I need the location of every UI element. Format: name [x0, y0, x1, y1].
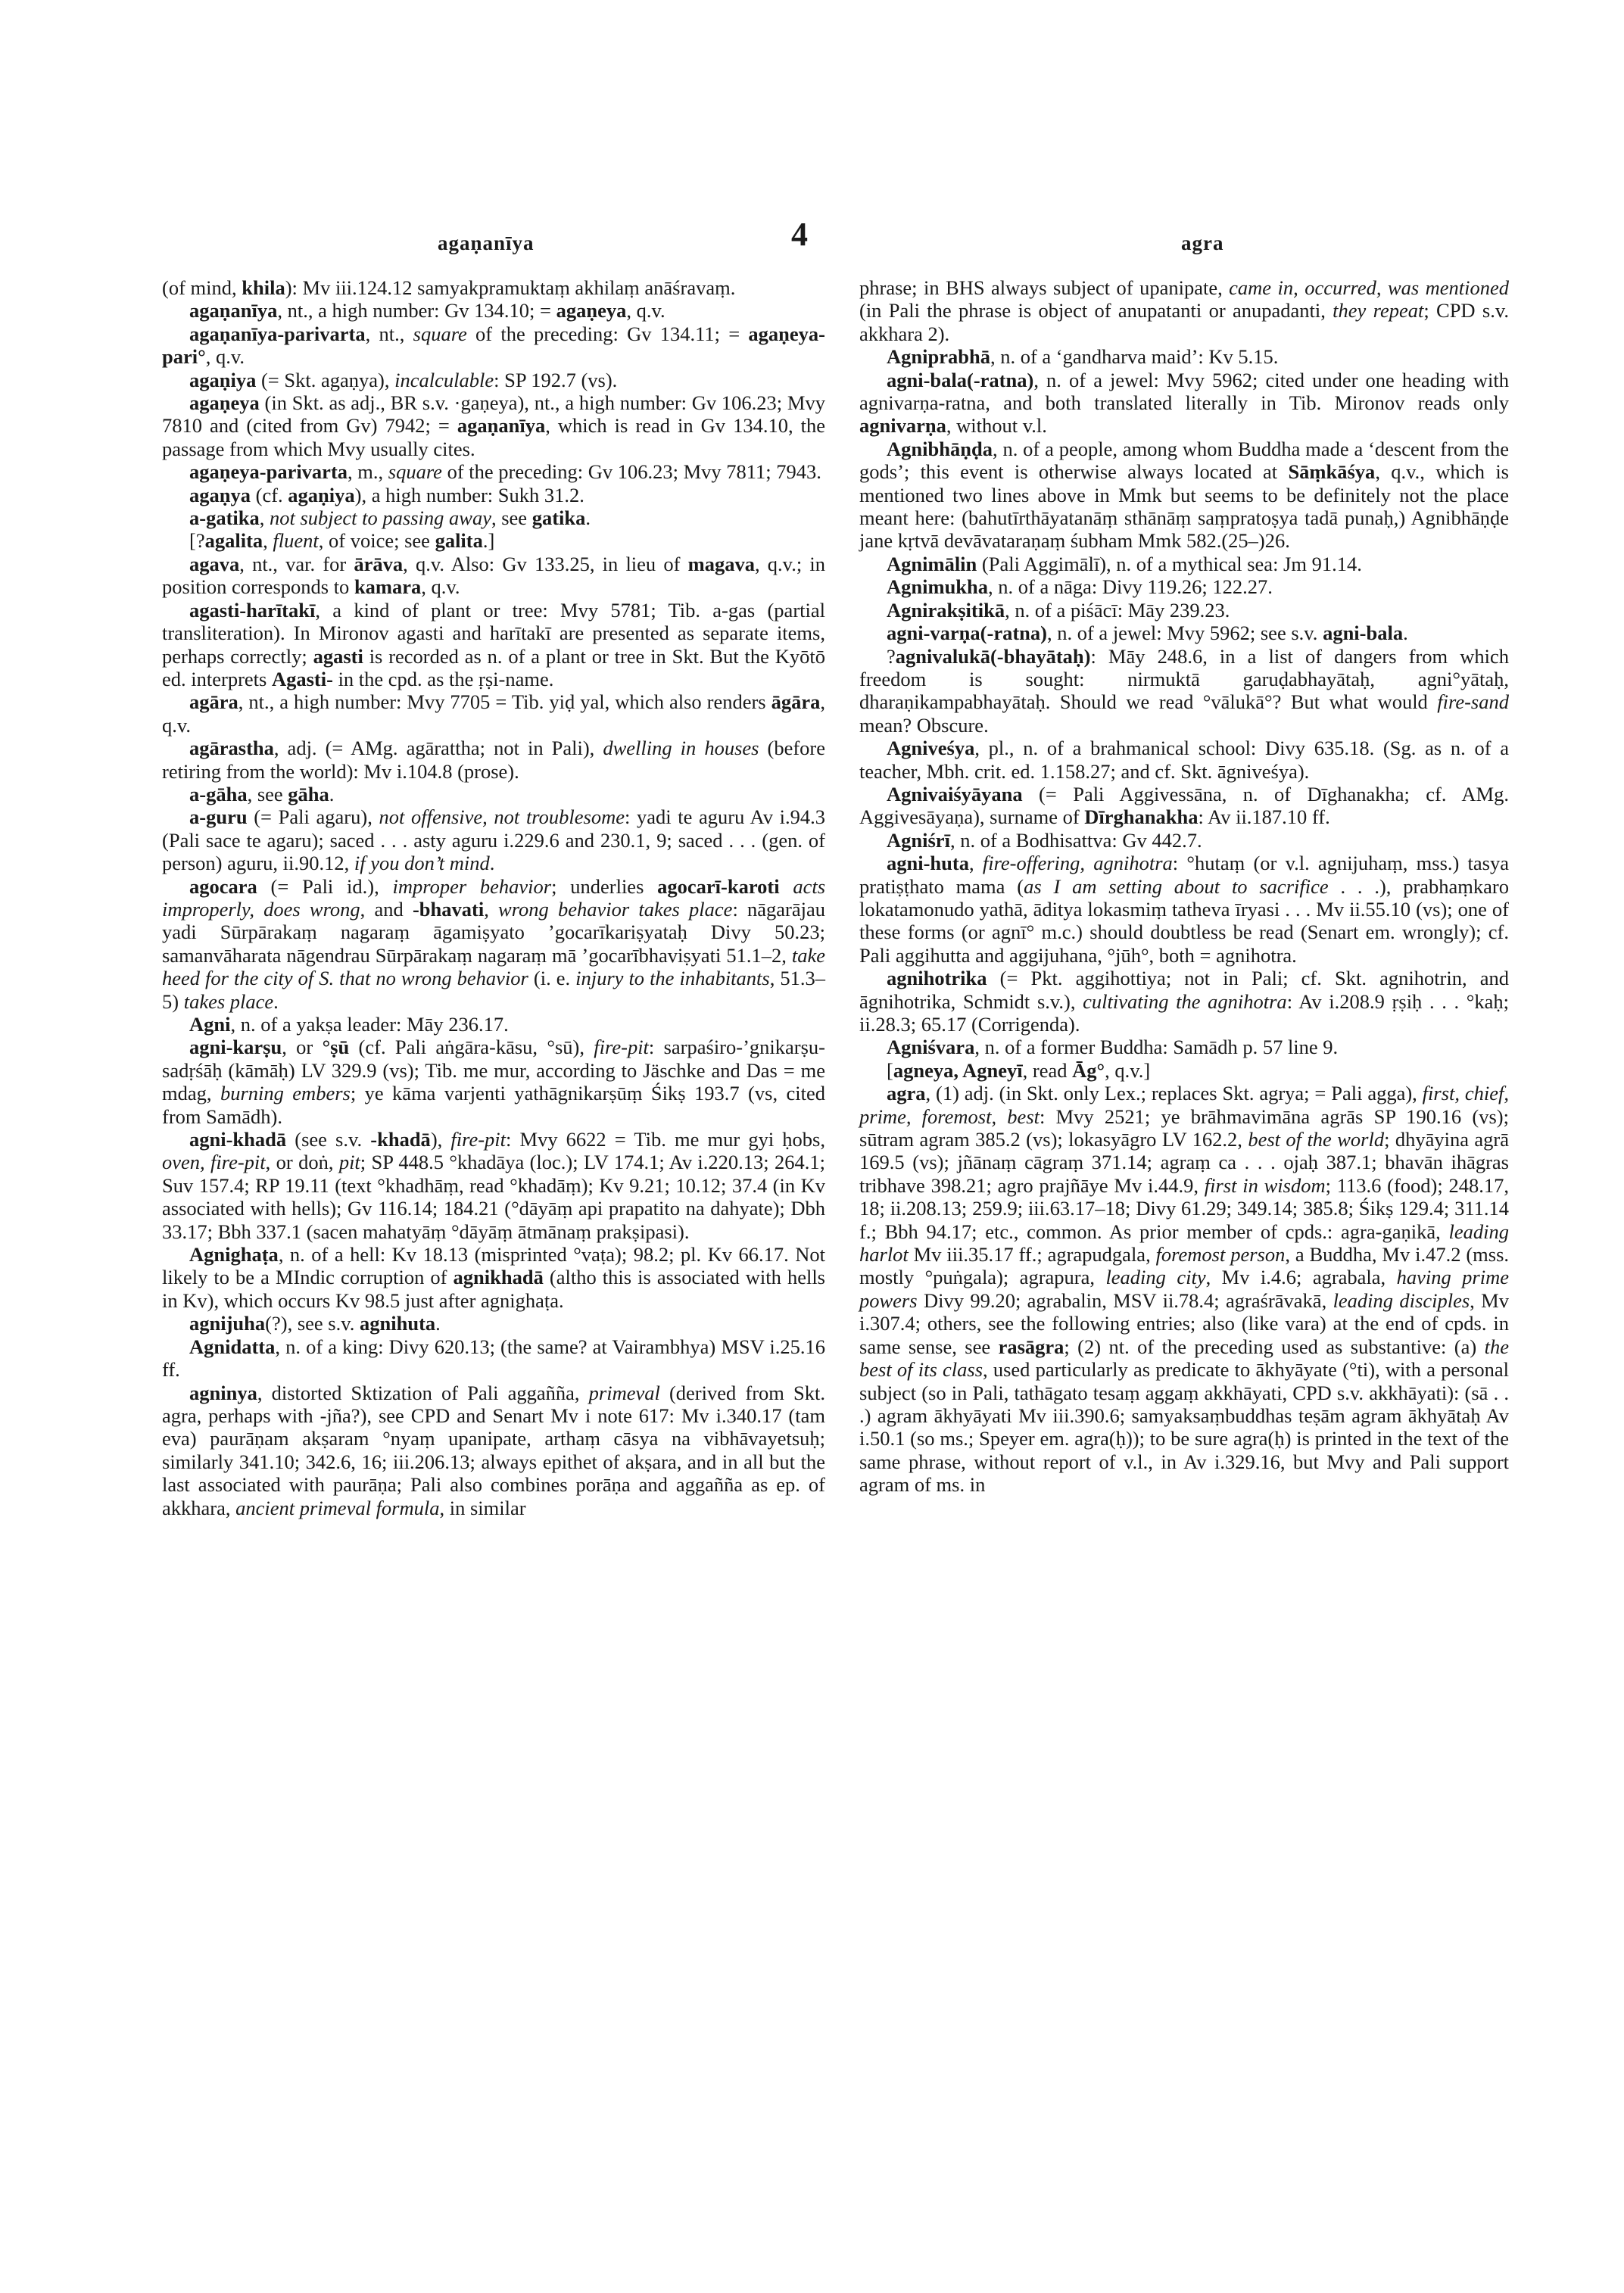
dictionary-entry: agaṇeya-parivarta, m., square of the preceding: Gv 106.23; Mvy 7811; 7943. [189, 460, 821, 484]
page-number: 4 [791, 216, 808, 253]
dictionary-entry: Agni, n. of a yakṣa leader: Māy 236.17. [189, 1013, 509, 1036]
dictionary-entry: agni-karṣu, or °ṣū (cf. Pali aṅgāra-kāsu, °sū), fire-pit: sarpaśiro-’gnikarṣu-sadṛśāḥ (kāmāḥ) LV 329.9 (vs); Tib. me mur, according to Jäschke and Das = me mdag, burning embers; ye kāma varjenti yathāgnikarṣūṃ Śikṣ 193.7 (vs, cited from Samādh). [162, 1036, 825, 1128]
left-column [162, 276, 825, 1519]
dictionary-entry: Agniśrī, n. of a Bodhisattva: Gv 442.7. [887, 828, 1202, 852]
left-running-head: agaṇanīya [438, 232, 535, 254]
dictionary-entry: [agneya, Agneyī, read Āg°, q.v.] [887, 1058, 1151, 1082]
dictionary-entry: ?agnivalukā(-bhayātaḥ): Māy 248.6, in a list of dangers from which freedom is sought: nirmuktā garuḍabhayātaḥ, agni°yātaḥ, dharaṇikampabhayātaḥ. Should we read °vālukā°? But what would fire-sand mean? Obscure. [859, 644, 1509, 737]
right-running-head: agra [1181, 232, 1224, 254]
dictionary-entry: agra, (1) adj. (in Skt. only Lex.; replaces Skt. agrya; = Pali agga), first, chief, prime, foremost, best: Mvy 2521; ye brāhmavimāna agrās SP 190.16 (vs); sūtram agram 385.2 (vs); lokasyāgro LV 162.2, best of the world; dhyāyina agrā 169.5 (vs); jñānaṃ cāgraṃ 371.14; agraṃ ca . . . ojaḥ 387.1; bhavān ihāgras tribhave 398.21; agro prajñāye Mv i.44.9, first in wisdom; 113.6 (food); 248.17, 18; ii.208.13; 259.9; iii.63.17–18; Divy 61.29; 349.14; 385.8; Śikṣ 129.4; 311.14 f.; Bbh 94.17; etc., common. As prior member of cpds.: agra-gaṇikā, leading harlot Mv iii.35.17 ff.; agrapudgala, foremost person, a Buddha, Mv i.47.2 (mss. mostly °puṅgala); agrapura, leading city, Mv i.4.6; agrabala, having prime powers Divy 99.20; agrabalin, MSV ii.78.4; agraśrāvakā, leading disciples, Mv i.307.4; others, see the following entries; also (like vara) at the end of cpds. in same sense, see rasāgra; (2) nt. of the preceding used as substantive: (a) the best of its class, used particularly as predicate to ākhyāyate (°ti), with a personal subject (so in Pali, tathāgato tesaṃ aggaṃ akkhāyati, CPD s.v. akkhāyati): (sā . . .) agram ākhyāyati Mv iii.390.6; samyaksaṃbuddhas teṣām agram ākhyātaḥ Av i.50.1 (so ms.; Speyer em. agra(ḥ)); to be sure agra(ḥ) is printed in the text of the same phrase, without report of v.l., in Av i.329.16, but Mvy and Pali support agram of ms. in [859, 1082, 1510, 1497]
dictionary-entry: Agniprabhā, n. of a ‘gandharva maid’: Kv 5.15. [887, 345, 1279, 369]
dictionary-entry: agaṇanīya-parivarta, nt., square of the preceding: Gv 134.11; = agaṇeya-pari°, q.v. [162, 322, 825, 369]
dictionary-entry: agasti-harītakī, a kind of plant or tree: Mvy 5781; Tib. a-gas (partial transliteration). In Mironov agasti and harītakī are presented as separate items, perhaps correctly; agasti is recorded as n. of a plant or tree in Skt. But the Kyōtō ed. interprets Agasti- in the cpd. as the ṛṣi-name. [162, 598, 825, 690]
dictionary-entry: agārastha, adj. (= AMg. agārattha; not in Pali), dwelling in houses (before retiring from the world): Mv i.104.8 (prose). [162, 737, 825, 783]
dictionary-entry: agnihotrika (= Pkt. aggihottiya; not in Pali; cf. Skt. agnihotrin, and āgnihotrika, Schmidt s.v.), cultivating the agnihotra: Av i.208.9 ṛṣiḥ . . . °kaḥ; ii.28.3; 65.17 (Corrigenda). [859, 967, 1509, 1036]
dictionary-entry: agnijuha(?), see s.v. agnihuta. [189, 1312, 441, 1335]
dictionary-entry: agocara (= Pali id.), improper behavior; underlies agocarī-karoti acts improperly, does wrong, and -bhavati, wrong behavior takes place: nāgarājau yadi Sūrpārakaṃ nagaraṃ āgamiṣyato ’gocarīkariṣyataḥ Divy 50.23; samanvāharata nāgendrau Sūrpārakaṃ nagaraṃ mā ’gocarībhaviṣyati 51.1–2, take heed for the city of S. that no wrong behavior (i. e. injury to the inhabitants, 51.3–5) takes place. [162, 874, 826, 1013]
dictionary-entry: agaṇiya (= Skt. agaṇya), incalculable: SP 192.7 (vs). [189, 368, 618, 391]
dictionary-entry: agni-khadā (see s.v. -khadā), fire-pit: Mvy 6622 = Tib. me mur gyi ḥobs, oven, fire-pit, or doṅ, pit; SP 448.5 °khadāya (loc.); LV 174.1; Av i.220.13; 264.1; Suv 157.4; RP 19.11 (text °khadhāṃ, read °khadāṃ); Kv 9.21; 10.12; 37.4 (in Kv associated with hells); Gv 116.14; 184.21 (°dāyāṃ api prapatito na dahyate); Dbh 33.17; Bbh 337.1 (sacen mahatyāṃ °dāyāṃ ātmānaṃ prakṣipasi). [162, 1128, 826, 1243]
dictionary-entry: agaṇanīya, nt., a high number: Gv 134.10; = agaṇeya, q.v. [189, 299, 665, 322]
dictionary-entry: agaṇya (cf. agaṇiya), a high number: Sukh 31.2. [189, 483, 584, 506]
dictionary-entry: agni-bala(-ratna), n. of a jewel: Mvy 5962; cited under one heading with agnivarṇa-ratna, and both translated literally in Tib. Mironov reads only agnivarṇa, without v.l. [859, 368, 1509, 438]
dictionary-entry: Agnidatta, n. of a king: Divy 620.13; (the same? at Vairambhya) MSV i.25.16 ff. [162, 1335, 825, 1382]
dictionary-entry: Agnirakṣitikā, n. of a piśācī: Māy 239.23. [887, 598, 1230, 622]
dictionary-entry: [?agalita, fluent, of voice; see galita.] [189, 529, 495, 553]
dictionary-entry: (of mind, khila): Mv iii.124.12 samyakpramuktaṃ akhilaṃ anāśravaṃ. [162, 276, 736, 299]
dictionary-entry: Agniśvara, n. of a former Buddha: Samādh p. 57 line 9. [887, 1036, 1339, 1059]
dictionary-entry: Agnighaṭa, n. of a hell: Kv 18.13 (misprinted °vaṭa); 98.2; pl. Kv 66.17. Not likely to be a MIndic corruption of agnikhadā (altho this is associated with hells in Kv), which occurs Kv 98.5 just after agnighaṭa. [162, 1243, 825, 1312]
dictionary-entry: Agnimālin (Pali Aggimālī), n. of a mythical sea: Jm 91.14. [887, 552, 1362, 575]
dictionary-entry: agninya, distorted Sktization of Pali aggañña, primeval (derived from Skt. agra, perhaps with -jña?), see CPD and Senart Mv i note 617: Mv i.340.17 (tam eva) paurāṇam akṣaram °nyaṃ upanipate, arthaṃ cāsya na vibhāvayetsuḥ; similarly 341.10; 342.6, 16; iii.206.13; always epithet of akṣara, and in all but the last associated with paurāṇa; Pali also combines porāṇa and aggañña as ep. of akkhara, ancient primeval formula, in similar [162, 1381, 825, 1519]
dictionary-entry: agava, nt., var. for ārāva, q.v. Also: Gv 133.25, in lieu of magava, q.v.; in position corresponds to kamara, q.v. [162, 552, 825, 599]
dictionary-entry: Agnimukha, n. of a nāga: Divy 119.26; 122.27. [887, 575, 1273, 599]
page-header [0, 216, 1624, 273]
dictionary-entry: agni-huta, fire-offering, agnihotra: °hutaṃ (or v.l. agnijuhaṃ, mss.) tasya pratiṣṭhato mama (as I am setting about to sacrifice . . .), prabhaṃkaro lokatamonudo yathā, āditya lokasmiṃ tatheva īryasi . . . Mv ii.55.10 (vs); one of these forms (or agnī° m.c.) should doubtless be read (Senart em. wrongly); cf. Pali aggihutta and aggijuhana, °jūh°, both = agnihotra. [859, 852, 1510, 967]
dictionary-entry: agaṇeya (in Skt. as adj., BR s.v. ·gaṇeya), nt., a high number: Gv 106.23; Mvy 7810 and (cited from Gv) 7942; = agaṇanīya, which is read in Gv 134.10, the passage from which Mvy usually cites. [162, 391, 825, 460]
dictionary-entry: phrase; in BHS always subject of upanipate, came in, occurred, was mentioned (in Pali the phrase is object of anupatanti or anupadanti, they repeat; CPD s.v. akkhara 2). [859, 276, 1510, 345]
right-column [859, 276, 1509, 1497]
dictionary-entry: a-guru (= Pali agaru), not offensive, not troublesome: yadi te aguru Av i.94.3 (Pali sace te agaru); saced . . . asty aguru i.229.6 and 230.1, 9; saced . . . (gen. of person) aguru, ii.90.12, if you don’t mind. [162, 805, 825, 875]
dictionary-entry: Agnibhāṇḍa, n. of a people, among whom Buddha made a ‘descent from the gods’; this event is otherwise always located at Sāṃkāśya, q.v., which is mentioned two lines above in Mmk but seems to be definitely not the place meant here: (bahutīrthāyatanāṃ sthānāṃ saṃpratoṣya tadā punaḥ,) Agnibhāṇḍe jane kṛtvā devāvataraṇaṃ śubham Mmk 582.(25–)26. [859, 437, 1509, 553]
dictionary-entry: agāra, nt., a high number: Mvy 7705 = Tib. yiḍ yal, which also renders āgāra, q.v. [162, 690, 825, 737]
dictionary-entry: Agniveśya, pl., n. of a brahmanical school: Divy 635.18. (Sg. as n. of a teacher, Mbh. crit. ed. 1.158.27; and cf. Skt. āgniveśya). [859, 737, 1509, 783]
dictionary-entry: agni-varṇa(-ratna), n. of a jewel: Mvy 5962; see s.v. agni-bala. [887, 622, 1408, 645]
dictionary-entry: a-gāha, see gāha. [189, 782, 335, 805]
dictionary-entry: a-gatika, not subject to passing away, see gatika. [189, 506, 591, 530]
dictionary-entry: Agnivaiśyāyana (= Pali Aggivessāna, n. of Dīghanakha; cf. AMg. Aggivesāyaṇa), surname of Dīrghanakha: Av ii.187.10 ff. [859, 782, 1509, 829]
